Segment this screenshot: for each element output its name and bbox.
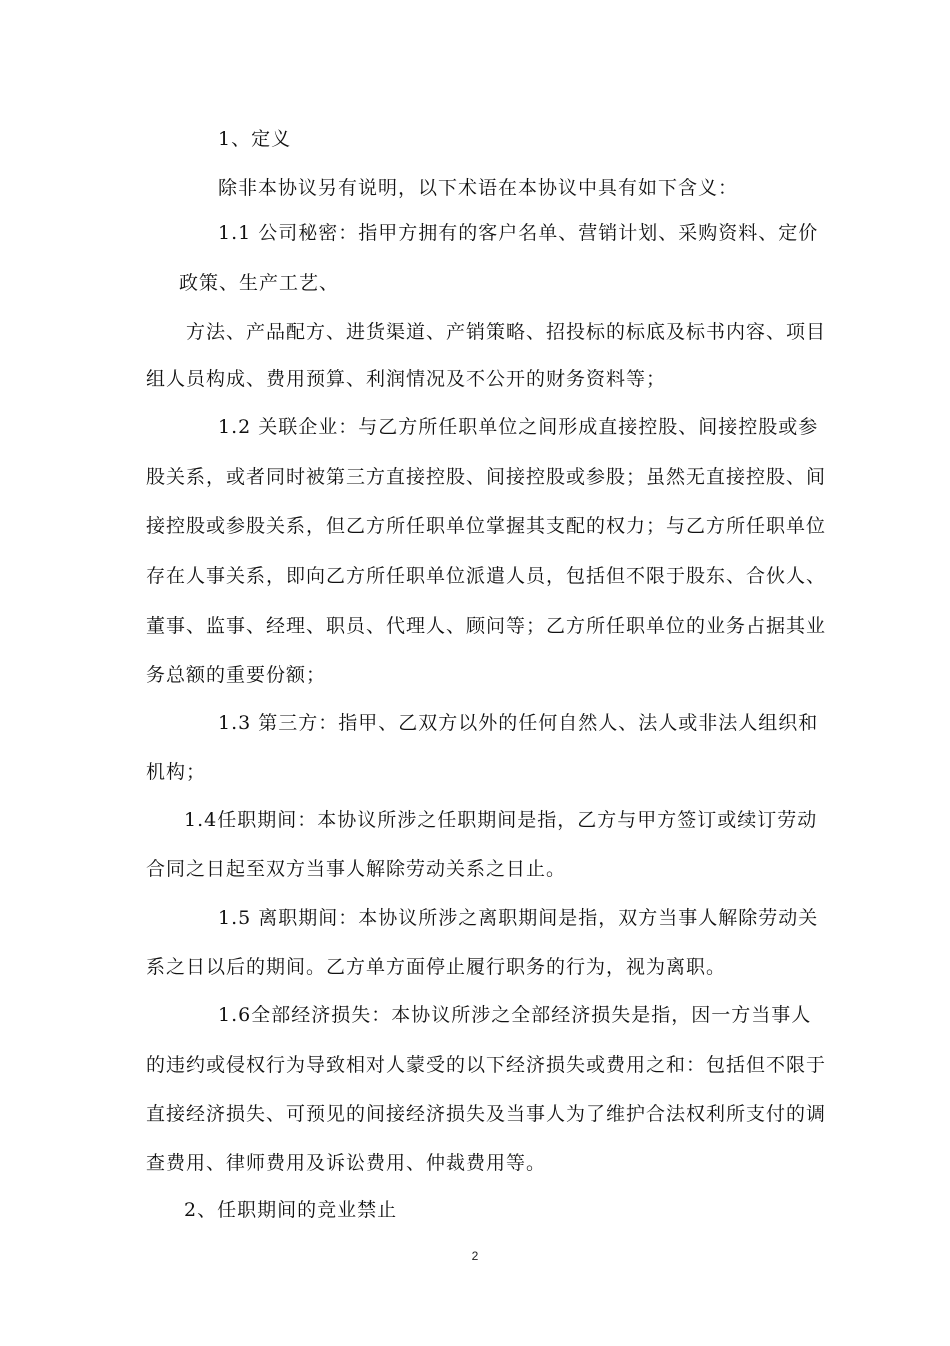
page-number: 2 xyxy=(471,1249,479,1263)
paragraph-line: 直接经济损失、可预见的间接经济损失及当事人为了维护合法权利所支付的调 xyxy=(146,1103,827,1125)
paragraph-line: 机构； xyxy=(146,761,207,783)
paragraph-line: 方法、产品配方、进货渠道、产销策略、招投标的标底及标书内容、项目 xyxy=(186,321,827,343)
paragraph-line: 1.4任职期间：本协议所涉之任职期间是指，乙方与甲方签订或续订劳动 xyxy=(184,809,818,831)
paragraph-line: 1.6全部经济损失：本协议所涉之全部经济损失是指，因一方当事人 xyxy=(218,1004,812,1026)
paragraph-line: 股关系，或者同时被第三方直接控股、间接控股或参股；虽然无直接控股、间 xyxy=(146,466,827,488)
paragraph-line: 务总额的重要份额； xyxy=(146,664,327,686)
paragraph-line: 存在人事关系，即向乙方所任职单位派遣人员，包括但不限于股东、合伙人、 xyxy=(146,565,827,587)
section-heading-definitions: 1、定义 xyxy=(218,128,292,150)
paragraph-line: 董事、监事、经理、职员、代理人、顾问等；乙方所任职单位的业务占据其业 xyxy=(146,615,827,637)
paragraph-line: 系之日以后的期间。乙方单方面停止履行职务的行为，视为离职。 xyxy=(146,956,727,978)
paragraph-line: 1.5 离职期间：本协议所涉之离职期间是指，双方当事人解除劳动关 xyxy=(218,907,819,929)
paragraph-line: 合同之日起至双方当事人解除劳动关系之日止。 xyxy=(146,858,567,880)
paragraph-line: 1.1 公司秘密：指甲方拥有的客户名单、营销计划、采购资料、定价 xyxy=(218,222,819,244)
paragraph-line: 政策、生产工艺、 xyxy=(179,272,340,294)
section-heading-noncompete: 2、任职期间的竞业禁止 xyxy=(184,1199,398,1221)
paragraph-line: 除非本协议另有说明，以下术语在本协议中具有如下含义： xyxy=(218,177,739,199)
paragraph-line: 接控股或参股关系，但乙方所任职单位掌握其支配的权力；与乙方所任职单位 xyxy=(146,515,827,537)
paragraph-line: 的违约或侵权行为导致相对人蒙受的以下经济损失或费用之和：包括但不限于 xyxy=(146,1054,827,1076)
paragraph-line: 1.2 关联企业：与乙方所任职单位之间形成直接控股、间接控股或参 xyxy=(218,416,819,438)
paragraph-line: 1.3 第三方：指甲、乙双方以外的任何自然人、法人或非法人组织和 xyxy=(218,712,819,734)
paragraph-line: 查费用、律师费用及诉讼费用、仲裁费用等。 xyxy=(146,1152,547,1174)
paragraph-line: 组人员构成、费用预算、利润情况及不公开的财务资料等； xyxy=(146,368,667,390)
